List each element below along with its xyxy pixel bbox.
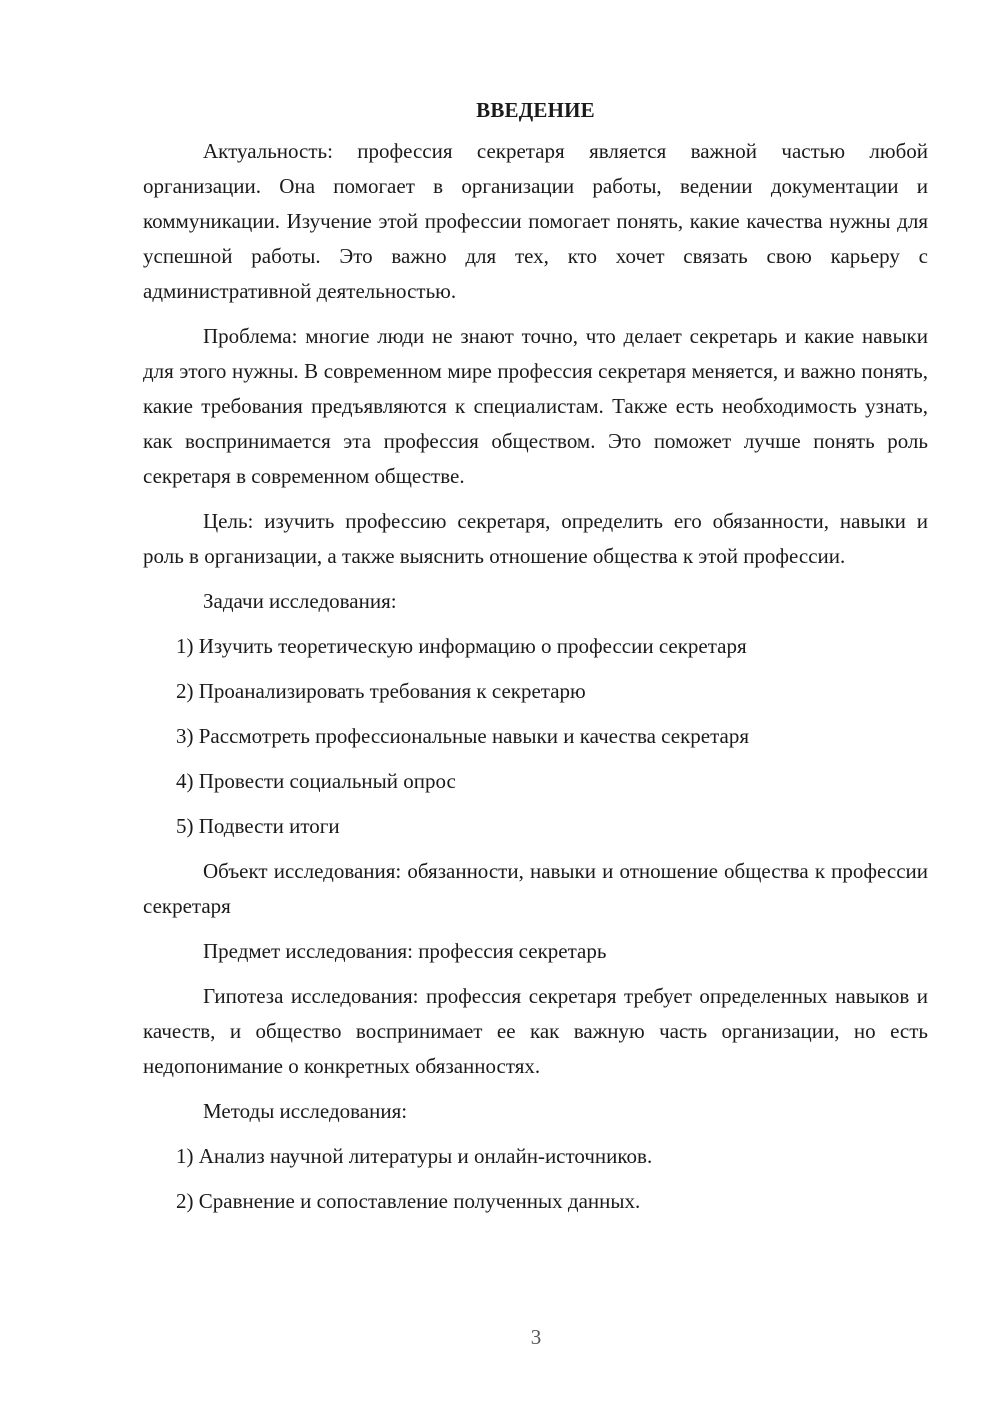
list-item: 2) Проанализировать требования к секретарю: [176, 679, 586, 703]
paragraph-object: Объект исследования: обязанности, навыки и отношение общества к профессии секретаря: [143, 859, 928, 918]
list-item: 5) Подвести итоги: [176, 814, 340, 838]
tasks-title: Задачи исследования:: [203, 589, 397, 613]
tasks-list: [143, 629, 928, 844]
list-item: 1) Анализ научной литературы и онлайн-источников.: [176, 1144, 653, 1168]
methods-list: [143, 1139, 928, 1219]
page-title: ВВЕДЕНИЕ: [476, 98, 595, 122]
document-page: [143, 94, 928, 1229]
paragraph-problem: Проблема: многие люди не знают точно, что делает секретарь и какие навыки для этого нужны. В современном мире профессия секретаря меняется, и важно понять, какие требования предъявляются к специалистам. Также есть необходимость узнать, как воспринимается эта профессия обществом. Это поможет лучше понять роль секретаря в современном обществе.: [143, 324, 928, 488]
list-item: 4) Провести социальный опрос: [176, 769, 456, 793]
paragraph-goal: Цель: изучить профессию секретаря, определить его обязанности, навыки и роль в организации, а также выяснить отношение общества к этой профессии.: [143, 509, 928, 568]
paragraph-relevance: Актуальность: профессия секретаря является важной частью любой организации. Она помогает в организации работы, ведении документации и коммуникации. Изучение этой профессии помогает понять, какие качества нужны для успешной работы. Это важно для тех, кто хочет связать свою карьеру с административной деятельностью.: [143, 139, 928, 303]
list-item: 1) Изучить теоретическую информацию о профессии секретаря: [176, 634, 747, 658]
paragraph-subject: Предмет исследования: профессия секретарь: [203, 939, 607, 963]
paragraph-hypothesis: Гипотеза исследования: профессия секретаря требует определенных навыков и качеств, и общество воспринимает ее как важную часть организации, но есть недопонимание о конкретных обязанностях.: [143, 984, 928, 1078]
page-number: 3: [530, 1325, 542, 1349]
list-item: 3) Рассмотреть профессиональные навыки и качества секретаря: [176, 724, 750, 748]
list-item: 2) Сравнение и сопоставление полученных данных.: [176, 1189, 641, 1213]
methods-title: Методы исследования:: [203, 1099, 408, 1123]
